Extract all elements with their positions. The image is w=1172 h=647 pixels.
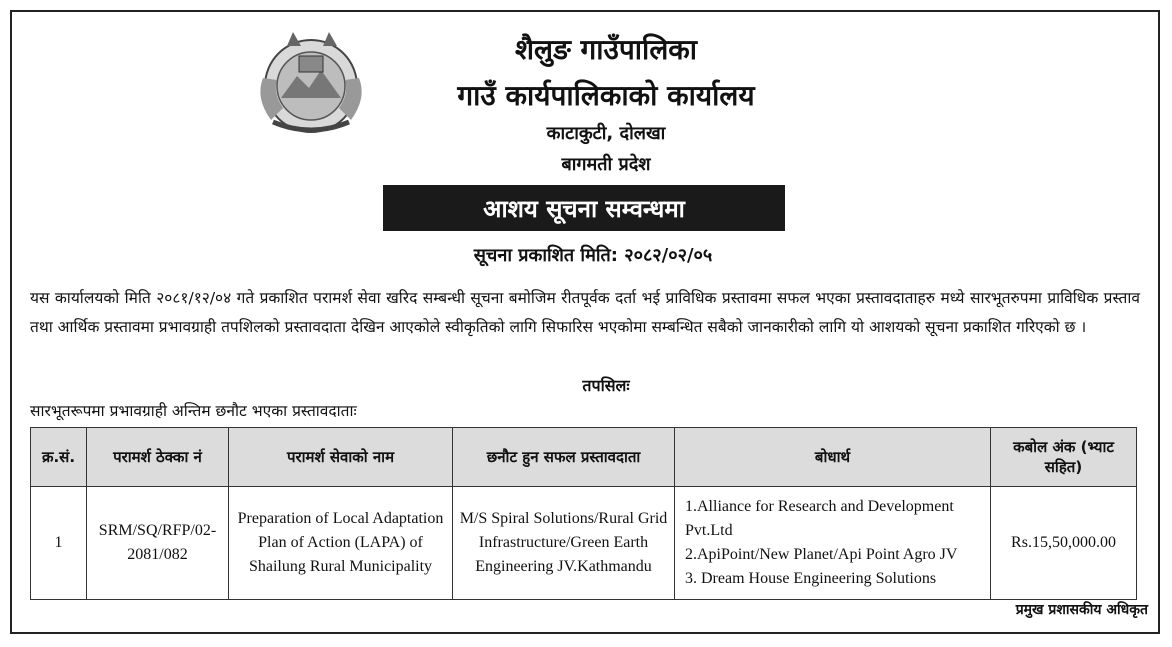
signature-title: प्रमुख प्रशासकीय अधिकृत <box>1015 602 1148 618</box>
col-header-amount: कबोल अंक (भ्याट सहित) <box>991 428 1137 487</box>
notice-paragraph: यस कार्यालयको मिति २०८१/१२/०४ गते प्रकाशित परामर्श सेवा खरिद सम्बन्धी सूचना बमोजिम रीतपूर्वक दर्ता भई प्राविधिक प्रस्तावमा सफल भएका प्रस्तावदाताहरु मध्ये सारभूतरुपमा प्राविधिक प्रस्ताव तथा आर्थिक प्रस्तावमा प्रभावग्राही तपशिलको प्रस्तावदाता देखिन आएकोले स्वीकृतिको लागि सिफारिस भएकोमा सम्बन्धित सबैको जानकारीको लागि यो आशयको सूचना प्रकाशित गरिएको छ । <box>30 289 1140 336</box>
cell-bodhartha <box>675 487 991 600</box>
col-header-sn: क्र.सं. <box>31 428 87 487</box>
cell-amount: Rs.15,50,000.00 <box>991 487 1137 600</box>
details-label: तपसिलः <box>582 376 630 395</box>
table-header-row <box>31 428 1137 487</box>
bodhartha-item: 3. Dream House Engineering Solutions <box>685 570 937 587</box>
cell-sn: 1 <box>31 487 87 600</box>
cell-service-name: Preparation of Local Adaptation Plan of Action (LAPA) of Shailung Rural Municipality <box>229 487 453 600</box>
office-address: काटाकुटी, दोलखा <box>546 123 666 144</box>
province-name: बागमती प्रदेश <box>561 154 651 175</box>
table-row <box>31 487 1137 600</box>
municipality-name: शैलुङ गाउँपालिका <box>514 33 698 66</box>
publish-date: सूचना प्रकाशित मिति: २०८२/०२/०५ <box>473 245 713 266</box>
col-header-service-name: परामर्श सेवाको नाम <box>229 428 453 487</box>
bodhartha-item: 2.ApiPoint/New Planet/Api Point Agro JV <box>685 546 958 563</box>
bodhartha-item: 1.Alliance for Research and Development Pvt.Ltd <box>685 498 954 539</box>
selected-bidders-table <box>30 427 1137 600</box>
col-header-contract-no: परामर्श ठेक्का नं <box>87 428 229 487</box>
table-subheading: सारभूतरूपमा प्रभावग्राही अन्तिम छनौट भएका प्रस्तावदाताः <box>30 402 357 420</box>
cell-contract-no: SRM/SQ/RFP/02-2081/082 <box>87 487 229 600</box>
notice-title-banner: आशय सूचना सम्वन्धमा <box>383 185 785 231</box>
office-name: गाउँ कार्यपालिकाको कार्यालय <box>457 79 755 112</box>
col-header-winner: छनौट हुन सफल प्रस्तावदाता <box>453 428 675 487</box>
col-header-bodhartha: बोधार्थ <box>675 428 991 487</box>
cell-winner: M/S Spiral Solutions/Rural Grid Infrastructure/Green Earth Engineering JV.Kathmandu <box>453 487 675 600</box>
